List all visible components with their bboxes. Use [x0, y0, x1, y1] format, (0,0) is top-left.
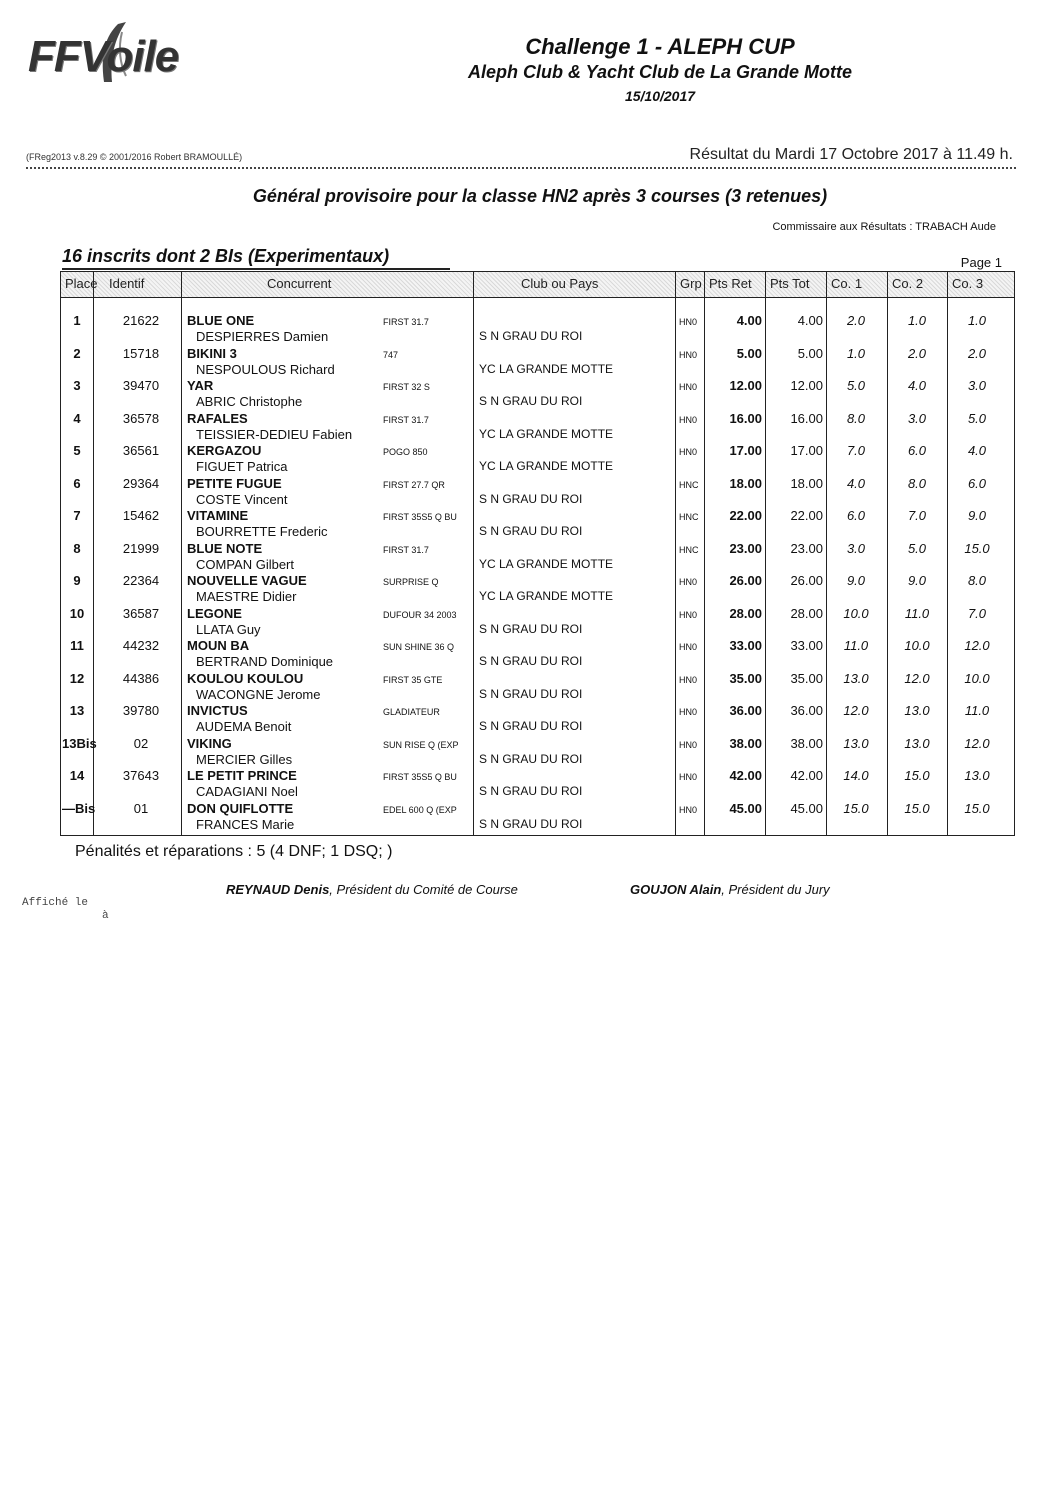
cell-co1: 11.0	[843, 638, 869, 653]
cell-boat: MOUN BA	[187, 638, 250, 653]
cell-group: HNC	[679, 479, 699, 490]
cell-boat-type: FIRST 31.7	[383, 544, 429, 555]
cell-pts-tot: 12.00	[790, 378, 823, 393]
cell-pts-tot: 16.00	[790, 410, 823, 426]
cell-pts-ret: 36.00	[729, 703, 762, 718]
cell-co3: 4.0	[967, 443, 987, 458]
cell-pts-ret: 33.00	[729, 638, 762, 653]
header-concurrent: Concurrent	[267, 276, 332, 291]
signature-name: GOUJON Alain	[630, 882, 722, 897]
cell-co2: 9.0	[907, 573, 927, 588]
cell-identif: 36587	[122, 605, 160, 621]
cell-pts-tot: 22.00	[790, 508, 823, 523]
cell-pts-tot: 17.00	[790, 443, 823, 458]
cell-group: HN0	[679, 349, 698, 360]
cell-group: HN0	[679, 707, 698, 717]
cell-co2: 12.0	[904, 670, 930, 686]
cell-co1: 15.0	[843, 800, 869, 816]
cell-pts-tot: 35.00	[790, 670, 823, 686]
cell-place: 11	[70, 638, 84, 653]
cell-co1: 9.0	[846, 573, 866, 588]
cell-club: S N GRAU DU ROI	[479, 491, 583, 506]
cell-place: —Bis	[62, 800, 96, 816]
cell-boat-type: GLADIATEUR	[383, 707, 440, 717]
cell-group: HN0	[679, 804, 698, 815]
cell-pts-tot: 36.00	[790, 703, 823, 718]
cell-club: YC LA GRANDE MOTTE	[479, 426, 614, 441]
cell-group: HN0	[679, 674, 698, 685]
cell-place: 14	[69, 768, 85, 783]
cell-co2: 3.0	[907, 410, 927, 426]
header-identif: Identif	[109, 276, 145, 291]
cell-co3: 8.0	[967, 573, 987, 588]
cell-boat: YAR	[187, 378, 214, 393]
cell-group: HNC	[679, 544, 699, 555]
logo-text: FFVoile	[28, 32, 179, 81]
results-table	[60, 271, 1015, 836]
cell-co2: 10.0	[904, 638, 930, 653]
cell-co3: 15.0	[964, 540, 990, 556]
cell-co1: 3.0	[846, 540, 866, 556]
cell-co2: 8.0	[907, 475, 927, 491]
cell-co2: 13.0	[904, 735, 930, 751]
cell-boat-type: FIRST 27.7 QR	[383, 479, 445, 490]
cell-co3: 11.0	[964, 703, 990, 718]
cell-co2: 1.0	[907, 313, 927, 328]
inscrits-heading: 16 inscrits dont 2 BIs (Experimentaux)	[62, 246, 390, 266]
cell-skipper: NESPOULOUS Richard	[196, 361, 335, 377]
signature-jury	[630, 882, 830, 897]
cell-pts-ret: 35.00	[729, 670, 762, 686]
cell-identif: 44386	[122, 670, 160, 686]
cell-group: HN0	[679, 382, 698, 392]
cell-pts-tot: 33.00	[790, 638, 823, 653]
signature-name: REYNAUD Denis	[226, 882, 330, 897]
result-date: Résultat du Mardi 17 Octobre 2017 à 11.49 h.	[689, 146, 1013, 163]
cell-group: HN0	[679, 642, 698, 652]
cell-skipper: DESPIERRES Damien	[196, 329, 329, 344]
column-divider	[826, 272, 827, 835]
cell-boat: KOULOU KOULOU	[187, 670, 304, 686]
cell-co3: 3.0	[967, 378, 987, 393]
cell-identif: 15462	[122, 508, 160, 523]
cell-boat: RAFALES	[187, 410, 248, 426]
cell-co1: 7.0	[846, 443, 866, 458]
header-pts-tot: Pts Tot	[770, 276, 810, 291]
cell-skipper: WACONGNE Jerome	[196, 686, 321, 702]
cell-boat: DON QUIFLOTTE	[187, 800, 294, 816]
cell-club: S N GRAU DU ROI	[479, 621, 583, 636]
cell-identif: 39470	[122, 378, 160, 393]
cell-co3: 7.0	[967, 605, 987, 621]
cell-boat-type: POGO 850	[383, 447, 428, 457]
cell-boat: LE PETIT PRINCE	[187, 768, 297, 783]
cell-pts-tot: 26.00	[790, 573, 823, 588]
cell-identif: 44232	[122, 638, 160, 653]
cell-boat-type: FIRST 31.7	[383, 414, 429, 425]
cell-club: S N GRAU DU ROI	[479, 816, 583, 831]
header-divider	[26, 167, 1016, 169]
cell-place: 9	[73, 573, 81, 588]
affiche-stamp	[22, 897, 109, 923]
cell-place: 3	[73, 378, 81, 393]
cell-co3: 5.0	[967, 410, 987, 426]
cell-pts-ret: 16.00	[729, 410, 762, 426]
cell-boat-type: 747	[383, 349, 399, 360]
cell-pts-ret: 18.00	[729, 475, 762, 491]
cell-identif: 15718	[122, 345, 160, 361]
column-divider	[765, 272, 766, 835]
cell-identif: 01	[133, 800, 149, 816]
cell-boat: BIKINI 3	[187, 345, 237, 361]
cell-skipper: COSTE Vincent	[196, 491, 288, 507]
cell-identif: 22364	[122, 573, 160, 588]
cell-boat-type: SUN RISE Q (EXP	[383, 739, 459, 750]
cell-pts-ret: 28.00	[729, 605, 762, 621]
header-co3: Co. 3	[952, 276, 984, 291]
cell-pts-ret: 17.00	[729, 443, 762, 458]
event-title: Challenge 1 - ALEPH CUP	[525, 34, 795, 59]
cell-club: S N GRAU DU ROI	[479, 751, 583, 766]
cell-co2: 4.0	[907, 378, 927, 393]
cell-identif: 36561	[122, 443, 160, 458]
cell-group: HNC	[679, 512, 699, 522]
cell-boat-type: FIRST 35S5 Q BU	[383, 772, 457, 782]
column-divider	[887, 272, 888, 835]
cell-club: YC LA GRANDE MOTTE	[479, 556, 614, 571]
cell-boat-type: SUN SHINE 36 Q	[383, 642, 455, 652]
cell-boat-type: FIRST 32 S	[383, 382, 430, 392]
column-divider	[473, 272, 474, 835]
cell-boat: INVICTUS	[187, 703, 248, 718]
column-divider	[947, 272, 948, 835]
cell-club: S N GRAU DU ROI	[479, 524, 583, 538]
cell-group: HN0	[679, 609, 698, 620]
header-pts-ret: Pts Ret	[709, 276, 752, 291]
cell-boat-type: FIRST 35S5 Q BU	[383, 512, 457, 522]
software-version: (FReg2013 v.8.29 © 2001/2016 Robert BRAMOULLÉ)	[26, 152, 243, 162]
affiche-line: Affiché le	[22, 897, 89, 909]
cell-place: 12	[69, 670, 85, 686]
column-divider	[181, 272, 182, 835]
cell-place: 1	[73, 313, 81, 328]
cell-co1: 2.0	[846, 313, 866, 328]
cell-co1: 8.0	[846, 410, 866, 426]
cell-place: 2	[73, 345, 81, 361]
header-grp: Grp	[680, 276, 702, 291]
cell-club: S N GRAU DU ROI	[479, 686, 583, 701]
signature-role: , Président du Jury	[721, 882, 830, 897]
cell-pts-ret: 22.00	[729, 508, 762, 523]
cell-co2: 2.0	[907, 345, 927, 361]
cell-co1: 1.0	[846, 345, 866, 361]
cell-place: 4	[73, 410, 81, 426]
cell-co3: 2.0	[967, 345, 987, 361]
cell-boat: KERGAZOU	[187, 443, 262, 458]
cell-co3: 9.0	[967, 508, 987, 523]
header-place: Place	[65, 276, 98, 291]
cell-co2: 6.0	[907, 443, 927, 458]
column-divider	[93, 272, 94, 835]
cell-skipper: TEISSIER-DEDIEU Fabien	[196, 426, 353, 442]
cell-skipper: MAESTRE Didier	[196, 589, 297, 604]
header-co1: Co. 1	[831, 276, 863, 291]
cell-place: 13	[69, 703, 85, 718]
cell-co3: 1.0	[967, 313, 987, 328]
cell-pts-ret: 45.00	[729, 800, 762, 816]
ranking-subtitle: Général provisoire pour la classe HN2 après 3 courses (3 retenues)	[252, 186, 828, 206]
cell-place: 5	[73, 443, 81, 458]
cell-group: HN0	[679, 739, 698, 750]
column-divider	[675, 272, 676, 835]
cell-co3: 6.0	[967, 475, 987, 491]
cell-pts-ret: 38.00	[729, 735, 762, 751]
cell-identif: 39780	[122, 703, 160, 718]
cell-co1: 6.0	[846, 508, 866, 523]
cell-co1: 10.0	[843, 605, 869, 621]
cell-pts-ret: 5.00	[736, 345, 762, 361]
penalties-text: Pénalités et réparations : 5 (4 DNF; 1 DSQ; )	[75, 843, 393, 860]
cell-co1: 5.0	[846, 378, 866, 393]
cell-club: S N GRAU DU ROI	[479, 329, 583, 343]
cell-boat: PETITE FUGUE	[187, 475, 282, 491]
cell-co1: 4.0	[846, 475, 866, 491]
cell-club: S N GRAU DU ROI	[479, 394, 583, 408]
cell-skipper: LLATA Guy	[196, 621, 261, 637]
cell-pts-tot: 28.00	[790, 605, 823, 621]
cell-skipper: FRANCES Marie	[196, 816, 295, 832]
cell-club: YC LA GRANDE MOTTE	[479, 361, 614, 376]
cell-boat-type: SURPRISE Q	[383, 577, 439, 587]
cell-co2: 11.0	[904, 605, 930, 621]
cell-pts-tot: 18.00	[790, 475, 823, 491]
cell-skipper: BERTRAND Dominique	[196, 654, 334, 669]
table-header	[61, 272, 1014, 298]
signature-race-committee	[226, 882, 518, 897]
cell-club: S N GRAU DU ROI	[479, 654, 583, 668]
cell-pts-ret: 4.00	[736, 313, 762, 328]
cell-boat: VITAMINE	[187, 508, 249, 523]
cell-co3: 15.0	[964, 800, 990, 816]
cell-group: HN0	[679, 317, 698, 327]
cell-co3: 13.0	[964, 768, 990, 783]
cell-boat: VIKING	[187, 735, 232, 751]
cell-identif: 02	[133, 735, 149, 751]
column-divider	[704, 272, 705, 835]
cell-pts-tot: 45.00	[790, 800, 823, 816]
cell-co3: 12.0	[964, 735, 990, 751]
cell-boat-type: DUFOUR 34 2003	[383, 609, 457, 620]
signature-role: , Président du Comité de Course	[329, 882, 518, 897]
cell-identif: 37643	[122, 768, 160, 783]
cell-skipper: CADAGIANI Noel	[196, 784, 298, 799]
cell-co2: 15.0	[904, 800, 930, 816]
cell-boat: BLUE ONE	[187, 313, 255, 328]
cell-boat: NOUVELLE VAGUE	[187, 573, 307, 588]
cell-place: 10	[69, 605, 85, 621]
event-date: 15/10/2017	[624, 88, 696, 104]
event-clubs: Aleph Club & Yacht Club de La Grande Motte	[467, 62, 853, 82]
cell-group: HN0	[679, 772, 698, 782]
inscrits-underline	[62, 268, 450, 270]
cell-boat-type: EDEL 600 Q (EXP	[383, 804, 457, 815]
cell-group: HN0	[679, 414, 698, 425]
cell-club: S N GRAU DU ROI	[479, 784, 583, 798]
cell-group: HN0	[679, 577, 698, 587]
cell-boat: LEGONE	[187, 605, 242, 621]
cell-club: S N GRAU DU ROI	[479, 719, 583, 733]
cell-co2: 7.0	[907, 508, 927, 523]
cell-skipper: BOURRETTE Frederic	[196, 524, 328, 539]
ffvoile-logo	[22, 18, 212, 88]
cell-co1: 13.0	[843, 670, 869, 686]
cell-boat-type: FIRST 35 GTE	[383, 674, 443, 685]
header-co2: Co. 2	[892, 276, 924, 291]
cell-identif: 21622	[122, 313, 160, 328]
cell-club: YC LA GRANDE MOTTE	[479, 459, 614, 473]
cell-co2: 13.0	[904, 703, 930, 718]
cell-co3: 12.0	[964, 638, 990, 653]
cell-co2: 5.0	[907, 540, 927, 556]
cell-pts-tot: 5.00	[797, 345, 823, 361]
cell-skipper: AUDEMA Benoit	[196, 719, 292, 734]
commissaire-text: Commissaire aux Résultats : TRABACH Aude	[772, 221, 996, 233]
cell-co2: 15.0	[904, 768, 930, 783]
cell-pts-ret: 42.00	[729, 768, 762, 783]
cell-club: YC LA GRANDE MOTTE	[479, 589, 614, 603]
cell-pts-tot: 38.00	[790, 735, 823, 751]
cell-identif: 36578	[122, 410, 160, 426]
cell-skipper: COMPAN Gilbert	[196, 556, 294, 572]
cell-skipper: ABRIC Christophe	[196, 394, 303, 409]
cell-place: 8	[73, 540, 81, 556]
cell-place: 13Bis	[62, 735, 97, 751]
cell-pts-tot: 4.00	[797, 313, 823, 328]
cell-pts-ret: 12.00	[729, 378, 762, 393]
cell-place: 6	[73, 475, 81, 491]
cell-group: HN0	[679, 447, 698, 457]
cell-boat: BLUE NOTE	[187, 540, 263, 556]
cell-skipper: FIGUET Patrica	[196, 459, 288, 474]
cell-skipper: MERCIER Gilles	[196, 751, 293, 767]
page-number: Page 1	[960, 255, 1002, 270]
cell-boat-type: FIRST 31.7	[383, 317, 429, 327]
header-club: Club ou Pays	[521, 276, 599, 291]
cell-pts-ret: 26.00	[729, 573, 762, 588]
cell-co3: 10.0	[964, 670, 990, 686]
affiche-line: à	[102, 910, 109, 922]
cell-pts-tot: 42.00	[790, 768, 823, 783]
cell-identif: 29364	[122, 475, 160, 491]
cell-co1: 13.0	[843, 735, 869, 751]
cell-co1: 12.0	[843, 703, 869, 718]
cell-identif: 21999	[122, 540, 160, 556]
cell-pts-tot: 23.00	[790, 540, 823, 556]
cell-pts-ret: 23.00	[729, 540, 762, 556]
cell-co1: 14.0	[843, 768, 869, 783]
cell-place: 7	[73, 508, 81, 523]
